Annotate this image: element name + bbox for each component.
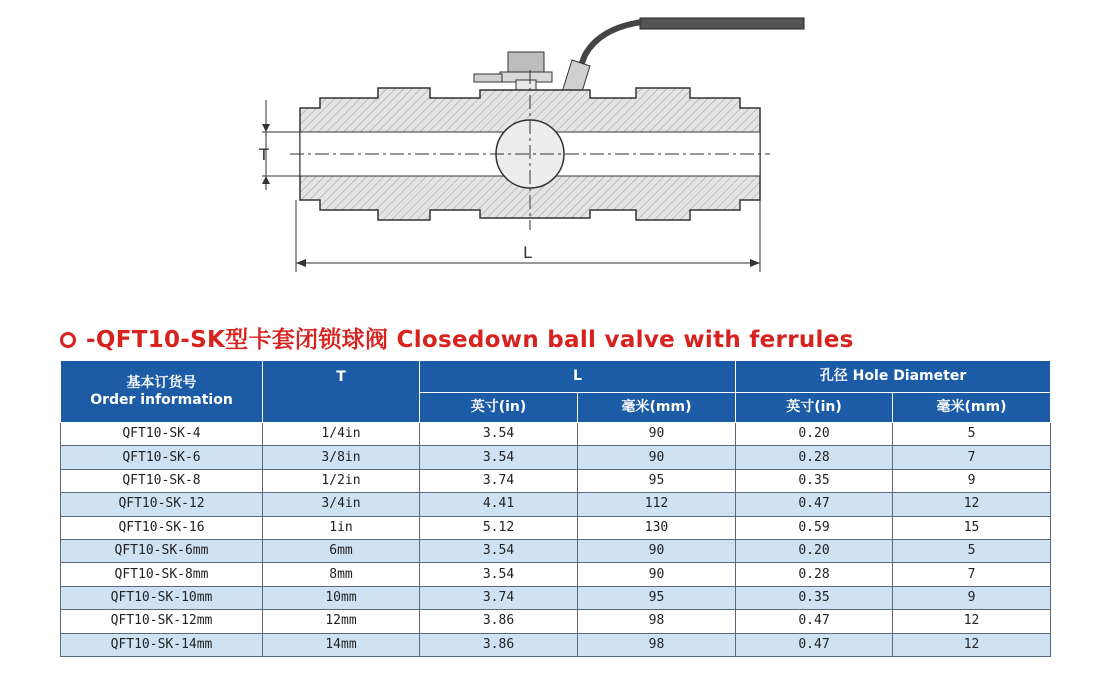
- header-l-mm: 毫米(mm): [578, 393, 736, 423]
- hole-mm-cell: 12: [893, 633, 1051, 656]
- order-number-cell: QFT10-SK-8: [61, 469, 263, 492]
- l-mm-cell: 112: [578, 493, 736, 516]
- l-inch-cell: 4.41: [420, 493, 578, 516]
- hole-mm-cell: 12: [893, 493, 1051, 516]
- table-row: [61, 423, 1051, 446]
- l-mm-cell: 98: [578, 633, 736, 656]
- table-row: [61, 469, 1051, 492]
- dimension-t: [258, 100, 300, 190]
- t-cell: 10mm: [263, 586, 420, 609]
- valve-cross-section-drawing: [0, 0, 1100, 300]
- hole-inch-cell: 0.28: [736, 563, 893, 586]
- hole-inch-cell: 0.59: [736, 516, 893, 539]
- product-title-text: -QFT10-SK型卡套闭锁球阀 Closedown ball valve with ferrules: [86, 327, 854, 353]
- hole-mm-cell: 7: [893, 446, 1051, 469]
- t-cell: 3/4in: [263, 493, 420, 516]
- l-inch-cell: 3.54: [420, 446, 578, 469]
- l-inch-cell: 5.12: [420, 516, 578, 539]
- hole-inch-cell: 0.47: [736, 493, 893, 516]
- order-number-cell: QFT10-SK-16: [61, 516, 263, 539]
- order-number-cell: QFT10-SK-14mm: [61, 633, 263, 656]
- hole-inch-cell: 0.20: [736, 539, 893, 562]
- hole-inch-cell: 0.47: [736, 610, 893, 633]
- header-hole-mm: 毫米(mm): [893, 393, 1051, 423]
- l-inch-cell: 3.86: [420, 610, 578, 633]
- dimension-t-label: T: [259, 145, 269, 164]
- table-row: [61, 539, 1051, 562]
- t-cell: 14mm: [263, 633, 420, 656]
- order-number-cell: QFT10-SK-12: [61, 493, 263, 516]
- t-cell: 1/2in: [263, 469, 420, 492]
- hole-mm-cell: 7: [893, 563, 1051, 586]
- table-row: [61, 563, 1051, 586]
- table-row: [61, 446, 1051, 469]
- header-order-en: Order information: [90, 391, 233, 408]
- t-cell: 12mm: [263, 610, 420, 633]
- hole-mm-cell: 12: [893, 610, 1051, 633]
- spec-table: [60, 360, 1051, 657]
- product-title: [60, 320, 854, 360]
- l-inch-cell: 3.54: [420, 539, 578, 562]
- table-row: [61, 610, 1051, 633]
- hole-mm-cell: 5: [893, 423, 1051, 446]
- l-mm-cell: 90: [578, 423, 736, 446]
- hole-mm-cell: 9: [893, 469, 1051, 492]
- header-l-inch: 英寸(in): [420, 393, 578, 423]
- l-inch-cell: 3.86: [420, 633, 578, 656]
- order-number-cell: QFT10-SK-8mm: [61, 563, 263, 586]
- order-number-cell: QFT10-SK-4: [61, 423, 263, 446]
- t-cell: 8mm: [263, 563, 420, 586]
- l-inch-cell: 3.74: [420, 469, 578, 492]
- header-hole-inch: 英寸(in): [736, 393, 893, 423]
- l-mm-cell: 130: [578, 516, 736, 539]
- valve-handle: [562, 18, 804, 98]
- hole-inch-cell: 0.35: [736, 586, 893, 609]
- hole-mm-cell: 5: [893, 539, 1051, 562]
- header-t: T: [263, 361, 420, 423]
- l-inch-cell: 3.74: [420, 586, 578, 609]
- valve-body: [290, 70, 770, 230]
- l-mm-cell: 95: [578, 586, 736, 609]
- order-number-cell: QFT10-SK-6mm: [61, 539, 263, 562]
- order-number-cell: QFT10-SK-10mm: [61, 586, 263, 609]
- circle-icon: [60, 332, 76, 348]
- hole-mm-cell: 15: [893, 516, 1051, 539]
- hole-inch-cell: 0.35: [736, 469, 893, 492]
- order-number-cell: QFT10-SK-6: [61, 446, 263, 469]
- table-row: [61, 633, 1051, 656]
- order-number-cell: QFT10-SK-12mm: [61, 610, 263, 633]
- header-order-information: [61, 361, 263, 423]
- l-mm-cell: 98: [578, 610, 736, 633]
- dimension-l-label: L: [523, 243, 532, 262]
- table-row: [61, 516, 1051, 539]
- t-cell: 1in: [263, 516, 420, 539]
- header-hole-diameter: 孔径 Hole Diameter: [736, 361, 1051, 393]
- t-cell: 3/8in: [263, 446, 420, 469]
- header-order-cn: 基本订货号: [126, 374, 197, 391]
- hole-mm-cell: 9: [893, 586, 1051, 609]
- l-mm-cell: 90: [578, 446, 736, 469]
- table-row: [61, 493, 1051, 516]
- header-l: L: [420, 361, 736, 393]
- hole-inch-cell: 0.20: [736, 423, 893, 446]
- l-inch-cell: 3.54: [420, 423, 578, 446]
- spec-table-body: [61, 423, 1051, 657]
- l-inch-cell: 3.54: [420, 563, 578, 586]
- t-cell: 6mm: [263, 539, 420, 562]
- l-mm-cell: 90: [578, 539, 736, 562]
- hole-inch-cell: 0.47: [736, 633, 893, 656]
- table-row: [61, 586, 1051, 609]
- l-mm-cell: 95: [578, 469, 736, 492]
- hole-inch-cell: 0.28: [736, 446, 893, 469]
- t-cell: 1/4in: [263, 423, 420, 446]
- l-mm-cell: 90: [578, 563, 736, 586]
